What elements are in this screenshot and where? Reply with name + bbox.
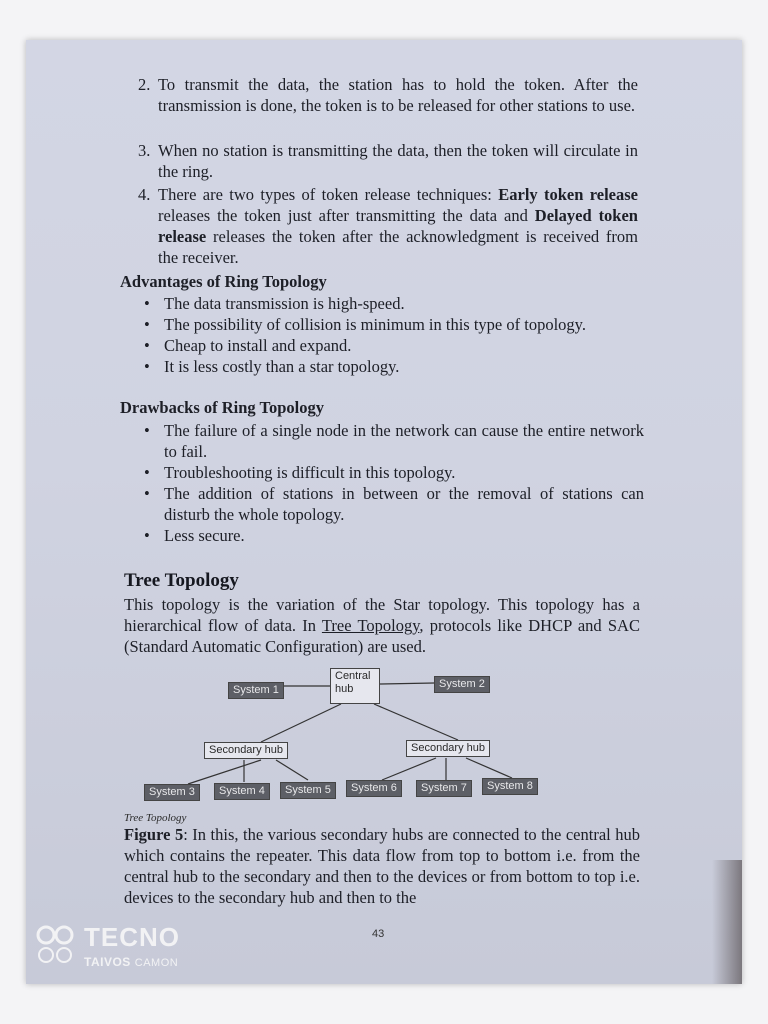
early-token-release-term: Early token release: [498, 185, 638, 204]
figure-label: Figure 5: [124, 825, 184, 844]
system6-box: System 6: [346, 780, 402, 797]
list-text: There are two types of token release techniques: Early token release releases the token just after transmitting the data and Delayed token release releases the token after the acknowledgment is received from the receiver.: [158, 185, 638, 267]
tree-topology-title: Tree Topology: [124, 570, 239, 591]
list-text: When no station is transmitting the data, then the token will circulate in the ring.: [158, 141, 638, 181]
system8-box: System 8: [482, 778, 538, 795]
central-hub-box: Central hub: [330, 668, 380, 704]
list-item: • The data transmission is high-speed.: [144, 294, 405, 313]
list-text: To transmit the data, the station has to hold the token. After the transmission is done, the token is to be released for other stations to use.: [158, 75, 638, 115]
link-sec-left-system3: [188, 760, 261, 784]
secondary-hub-right-box: Secondary hub: [406, 740, 490, 757]
watermark-brand: TECNO: [84, 922, 180, 952]
list-number: 4.: [138, 185, 151, 204]
list-item-3: [138, 140, 638, 182]
watermark-sub: TAIVOS CAMON: [84, 955, 179, 969]
system3-box: System 3: [144, 784, 200, 801]
page-number: 43: [372, 928, 385, 940]
secondary-hub-left-box: Secondary hub: [204, 742, 288, 759]
list-item: • The possibility of collision is minimum in this type of topology.: [144, 315, 586, 334]
drawbacks-heading: Drawbacks of Ring Topology: [120, 398, 325, 417]
link-hub-secondary-right: [374, 704, 458, 740]
camera-logo-icon: [34, 924, 80, 964]
link-sec-right-system8: [466, 758, 512, 778]
link-hub-system2: [380, 683, 434, 684]
list-item: • Less secure.: [144, 526, 245, 545]
system2-box: System 2: [434, 676, 490, 693]
tree-intro-paragraph: This topology is the variation of the Star topology. This topology has a hierarchical flow of data. In Tree Topology, protocols like DHCP and SAC (Standard Automatic Configuration) are used.: [124, 595, 640, 656]
tree-topology-diagram: [136, 662, 556, 810]
link-hub-secondary-left: [261, 704, 341, 742]
system1-box: System 1: [228, 682, 284, 699]
list-number: 3.: [138, 141, 151, 160]
tree-topology-link[interactable]: Tree Topology: [321, 616, 420, 635]
advantages-heading: Advantages of Ring Topology: [120, 272, 327, 291]
figure-description: Figure 5: In this, the various secondary hubs are connected to the central hub which contains the repeater. This data flow from top to bottom i.e. from the central hub to the secondary and then to the devices or from bottom to top i.e. devices to the secondary hub and then to the: [124, 825, 640, 907]
list-number: 2.: [138, 75, 151, 94]
system4-box: System 4: [214, 783, 270, 800]
list-item-4: [138, 184, 638, 268]
list-item: • The failure of a single node in the network can cause the entire network to fail.: [144, 421, 644, 461]
delayed-token-release-term: Delayed token release: [158, 206, 638, 246]
link-sec-right-system6: [382, 758, 436, 780]
page-edge-shadow: [712, 860, 742, 984]
list-item: • Troubleshooting is difficult in this topology.: [144, 463, 456, 482]
list-item: • Cheap to install and expand.: [144, 336, 352, 355]
advantages-list: [144, 293, 644, 377]
list-item: • It is less costly than a star topology.: [144, 357, 400, 376]
link-sec-left-system5: [276, 760, 308, 780]
system7-box: System 7: [416, 780, 472, 797]
watermark-model: CAMON: [134, 957, 179, 969]
list-item: • The addition of stations in between or the removal of stations can disturb the whole topology.: [144, 484, 644, 524]
list-item-2: [138, 74, 638, 116]
system5-box: System 5: [280, 782, 336, 799]
drawbacks-list: [144, 420, 644, 546]
document-page: [26, 40, 742, 984]
figure-caption: Tree Topology: [124, 812, 187, 824]
